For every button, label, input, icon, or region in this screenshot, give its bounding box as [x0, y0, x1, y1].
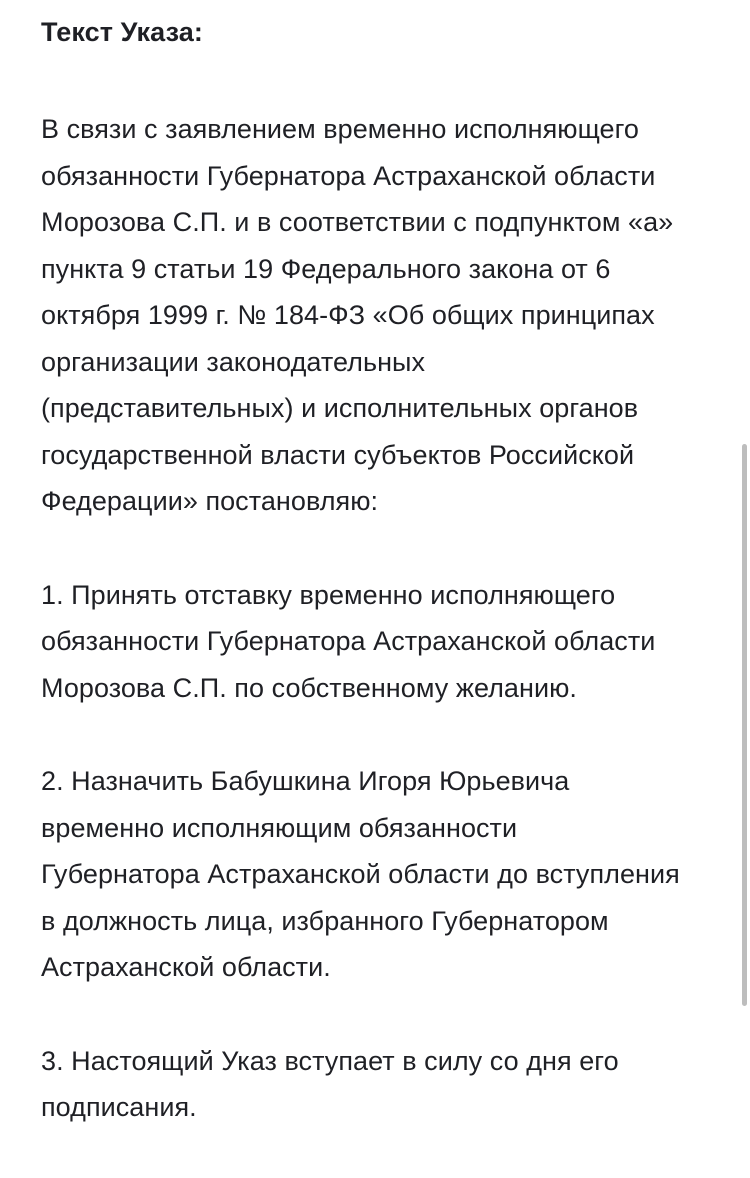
- decree-item-2: 2. Назначить Бабушкина Игоря Юрьевича временно исполняющим обязанности Губернатора Астраханской области до вступления в должность лица, избранного Губернатором Астраханской области.: [41, 766, 680, 982]
- decree-item-1: 1. Принять отставку временно исполняющего обязанности Губернатора Астраханской области Морозова С.П. по собственному желанию.: [41, 579, 656, 703]
- decree-title: Текст Указа:: [41, 17, 203, 47]
- vertical-scrollbar[interactable]: [740, 0, 750, 1167]
- decree-item-3: 3. Настоящий Указ вступает в силу со дня его подписания.: [41, 1045, 619, 1122]
- decree-preamble: В связи с заявлением временно исполняющего обязанности Губернатора Астраханской области Морозова С.П. и в соответствии с подпунктом «а» пункта 9 статьи 19 Федерального закона от 6 октября 1999 г. № 184-ФЗ «Об общих принципах организации законодательных (представительных) и исполнительных органов государственной власти субъектов Российской Федерации» постановляю:: [41, 114, 674, 516]
- scrollbar-thumb[interactable]: [742, 444, 747, 1006]
- decree-document: [41, 12, 731, 1178]
